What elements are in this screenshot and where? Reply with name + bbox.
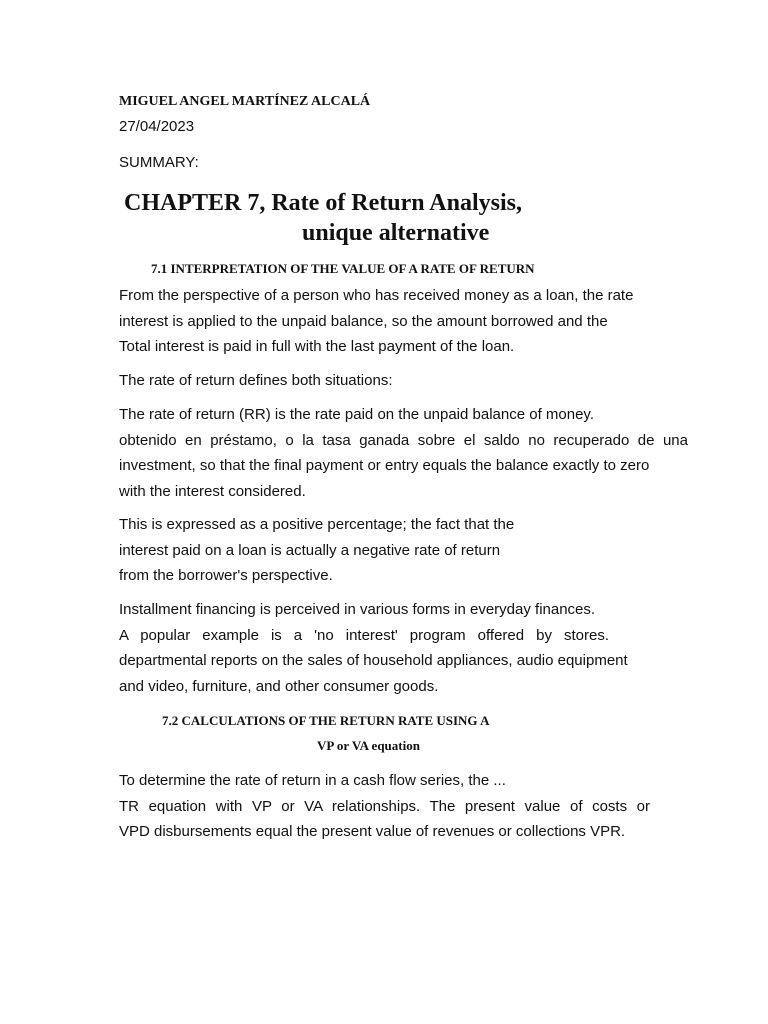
text-line: investment, so that the final payment or entry equals the balance exactly to zero bbox=[119, 457, 650, 474]
paragraph-installment-financing bbox=[119, 597, 628, 699]
text-line: A popular example is a 'no interest' program offered by stores. bbox=[119, 626, 609, 644]
paragraph-rr-definition bbox=[119, 402, 688, 504]
text-line: From the perspective of a person who has received money as a loan, the rate bbox=[119, 287, 634, 304]
summary-label: SUMMARY: bbox=[119, 154, 199, 171]
text-line: To determine the rate of return in a cash flow series, the ... bbox=[119, 772, 506, 789]
paragraph-positive-percentage bbox=[119, 512, 688, 589]
text-line: Total interest is paid in full with the last payment of the loan. bbox=[119, 338, 515, 355]
paragraph-rate-of-return-calculation bbox=[119, 768, 650, 845]
text-line: This is expressed as a positive percentage; the fact that the bbox=[119, 516, 515, 533]
chapter-title-line-1: CHAPTER 7, Rate of Return Analysis, bbox=[124, 190, 523, 216]
paragraph-loan-perspective bbox=[119, 283, 688, 360]
paragraph-both-situations bbox=[119, 368, 688, 394]
text-line: TR equation with VP or VA relationships. The present value of costs or bbox=[119, 797, 650, 815]
text-line: VPD disbursements equal the present value of revenues or collections VPR. bbox=[119, 823, 626, 840]
text-line: The rate of return defines both situations: bbox=[119, 372, 393, 389]
text-line: departmental reports on the sales of household appliances, audio equipment bbox=[119, 652, 628, 669]
text-line: from the borrower's perspective. bbox=[119, 567, 333, 584]
text-line: obtenido en préstamo, o la tasa ganada sobre el saldo no recuperado de una bbox=[119, 431, 688, 449]
text-line: with the interest considered. bbox=[119, 482, 306, 500]
text-line: interest is applied to the unpaid balance, so the amount borrowed and the bbox=[119, 312, 608, 330]
text-line: The rate of return (RR) is the rate paid on the unpaid balance of money. bbox=[119, 406, 594, 423]
section-1-heading: 7.1 INTERPRETATION OF THE VALUE OF A RATE OF RETURN bbox=[151, 261, 535, 276]
text-line: interest paid on a loan is actually a negative rate of return bbox=[119, 541, 501, 559]
text-line: and video, furniture, and other consumer goods. bbox=[119, 677, 439, 695]
author-name: MIGUEL ANGEL MARTÍNEZ ALCALÁ bbox=[119, 94, 371, 109]
text-line: Installment financing is perceived in various forms in everyday finances. bbox=[119, 601, 596, 618]
document-date: 27/04/2023 bbox=[119, 118, 195, 135]
section-2-heading-line-1: 7.2 CALCULATIONS OF THE RETURN RATE USING A bbox=[162, 713, 490, 728]
section-2-heading-line-2: VP or VA equation bbox=[317, 738, 420, 753]
chapter-title-line-2: unique alternative bbox=[302, 220, 490, 246]
